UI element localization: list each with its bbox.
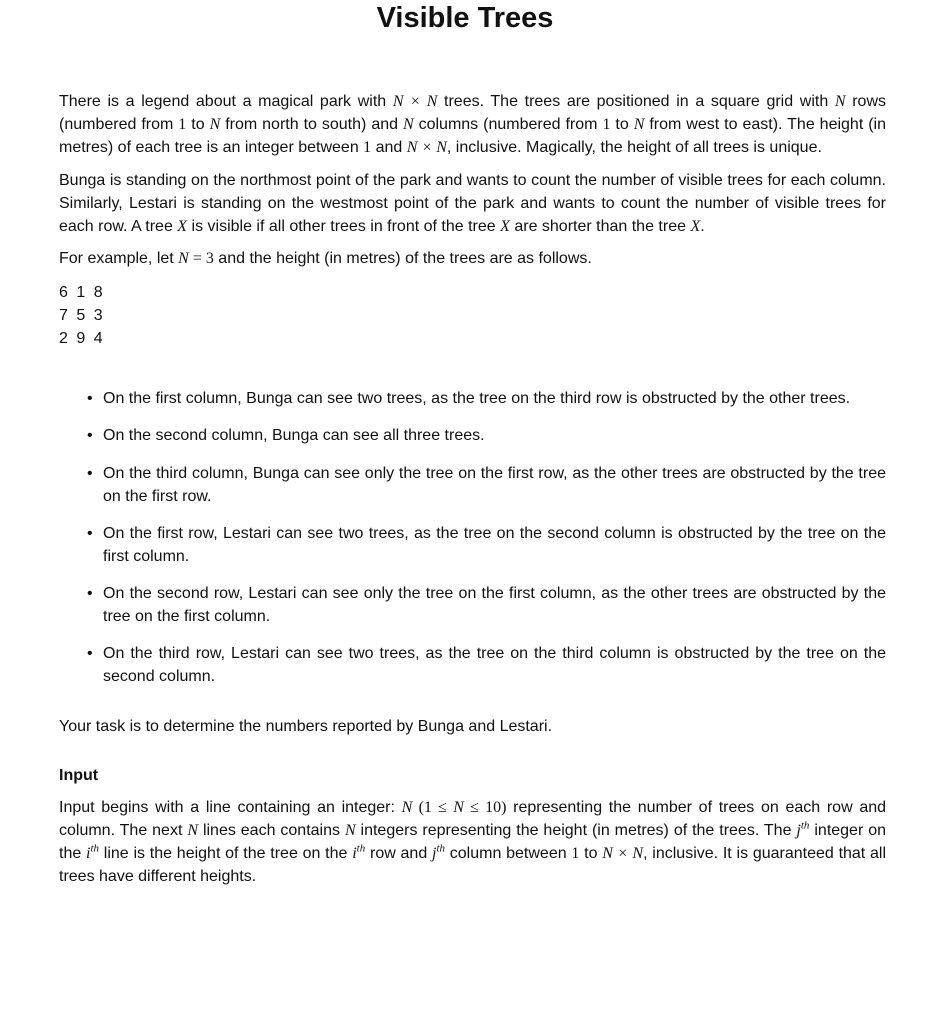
list-item: • On the second column, Bunga can see all three trees. (59, 424, 886, 447)
task-paragraph: Your task is to determine the numbers reported by Bunga and Lestari. (59, 718, 553, 735)
grid-row: 2 9 4 (59, 330, 103, 347)
list-item: • On the first column, Bunga can see two trees, as the tree on the third row is obstructed by the other trees. (59, 387, 886, 410)
explanation-list (59, 387, 886, 688)
list-item: • On the third row, Lestari can see two trees, as the tree on the third column is obstructed by the tree on the second column. (59, 642, 886, 688)
problem-statement (59, 90, 886, 888)
input-heading: Input (59, 767, 99, 784)
list-item: • On the first row, Lestari can see two trees, as the tree on the second column is obstructed by the tree on the first column. (59, 522, 886, 568)
bullet-icon: • (87, 390, 93, 407)
bullet-icon: • (87, 525, 93, 542)
bullet-icon: • (87, 427, 93, 444)
list-item: • On the second row, Lestari can see only the tree on the first column, as the other trees are obstructed by the tree on the first column. (59, 582, 886, 628)
grid-row: 6 1 8 (59, 284, 103, 301)
page-title: Visible Trees (376, 2, 554, 34)
bullet-icon: • (87, 465, 93, 482)
example-paragraph: For example, let N = 3 and the height (in metres) of the trees are as follows. (59, 250, 592, 267)
input-paragraph: Input begins with a line containing an integer: N (1 ≤ N ≤ 10) representing the number of trees on each row and column. The next N lines each contains N integers representing the height (in metres) of the trees. The $j^{th}$ integer on the $i^{th}$ line is the height of the tree on the $i^{th}$ row and $j^{th}$ column between 1 to N × N, inclusive. It is guaranteed that all trees have different heights. (59, 799, 887, 885)
bullet-icon: • (87, 645, 93, 662)
grid-row: 7 5 3 (59, 307, 103, 324)
bullet-icon: • (87, 585, 93, 602)
intro-paragraph: There is a legend about a magical park with N × N trees. The trees are positioned in a square grid with N rows (numbered from 1 to N from north to south) and N columns (numbered from 1 to N from west to east). The height (in metres) of each tree is an integer between 1 and N × N, inclusive. Magically, the height of all trees is unique. (59, 93, 887, 156)
example-grid (59, 281, 886, 350)
list-item: • On the third column, Bunga can see only the tree on the first row, as the other trees are obstructed by the tree on the first row. (59, 462, 886, 508)
visibility-paragraph: Bunga is standing on the northmost point of the park and wants to count the number of visible trees for each column. Similarly, Lestari is standing on the westmost point of the park and wants to count the number of visible trees for each row. A tree X is visible if all other trees in front of the tree X are shorter than the tree X. (59, 172, 886, 235)
